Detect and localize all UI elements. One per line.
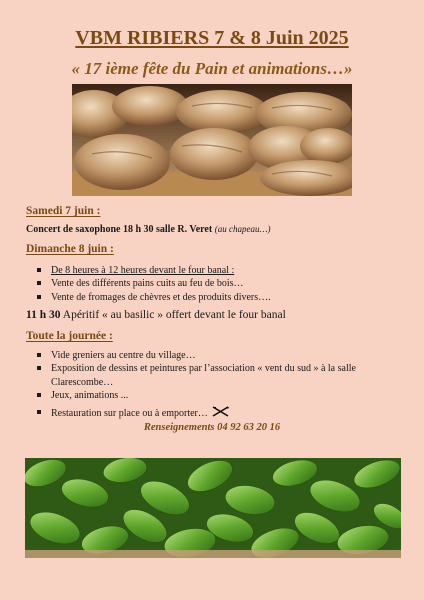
fork-knife-icon [212, 406, 230, 421]
list-item: Vente de fromages de chèvres et des produits divers…. [36, 291, 271, 304]
list-item [36, 406, 356, 421]
list-item-continuation: Clarescombe… [51, 376, 114, 388]
list-item: Vide greniers au centre du village… [36, 349, 356, 362]
basil-photo [25, 458, 401, 558]
list-item: Vente des différents pains cuits au feu de bois… [36, 277, 271, 290]
all-day-heading: Toute la journée : [26, 330, 113, 342]
concert-text: Concert de saxophone 18 h 30 salle R. Veret [26, 224, 213, 235]
list-item: Jeux, animations ... [36, 389, 356, 402]
page-subtitle: « 17 ième fête du Pain et animations…» [71, 59, 353, 78]
saturday-heading: Samedi 7 juin : [26, 205, 101, 217]
sunday-heading: Dimanche 8 juin : [26, 243, 114, 255]
list-item-text: Restauration sur place ou à emporter… [51, 408, 208, 420]
bread-photo [72, 84, 352, 196]
list-item: De 8 heures à 12 heures devant le four banal : [36, 264, 271, 277]
aperitif-line [26, 309, 286, 321]
sunday-list [36, 264, 271, 304]
contact-info: Renseignements 04 92 63 20 16 [143, 422, 281, 433]
saturday-concert-line [26, 224, 270, 235]
list-item: Exposition de dessins et peintures par l’association « vent du sud » à la salle [36, 362, 356, 375]
aperitif-text: Apéritif « au basilic » offert devant le four banal [62, 309, 286, 321]
page-title: VBM RIBIERS 7 & 8 Juin 2025 [75, 27, 349, 49]
concert-note: (au chapeau…) [214, 224, 271, 234]
all-day-list [36, 349, 356, 421]
aperitif-time: 11 h 30 [26, 309, 61, 321]
